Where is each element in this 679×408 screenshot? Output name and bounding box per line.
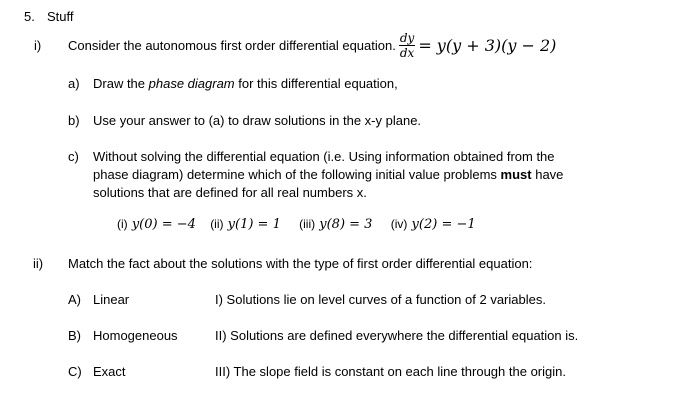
differential-equation-line: [68, 28, 556, 62]
item-c-line-1: Without solving the differential equation (i.e. Using information obtained from the: [93, 149, 555, 164]
ivp-item: (ii) y(1) = 1: [210, 217, 281, 232]
type-exact: Exact: [93, 364, 126, 379]
ivp-item: (iv) y(2) = −1: [390, 217, 476, 232]
derivative-fraction: [399, 32, 415, 59]
item-a-pre: Draw the: [93, 76, 149, 91]
part-i-label: i): [34, 38, 42, 53]
problem-number: 5.: [24, 9, 35, 24]
part-i-intro: Consider the autonomous first order differential equation.: [68, 37, 396, 53]
fact-i: I) Solutions lie on level curves of a function of 2 variables.: [215, 292, 546, 307]
type-linear: Linear: [93, 292, 130, 307]
ivp-item: (i) y(0) = −4: [117, 217, 196, 232]
equation-rhs: = y(y + 3)(y − 2): [418, 35, 557, 55]
item-c-label: c): [68, 149, 79, 164]
item-a-post: for this differential equation,: [234, 76, 398, 91]
item-c-line-2: [93, 167, 563, 182]
type-label: C): [68, 364, 82, 379]
type-label: A): [68, 292, 81, 307]
initial-value-problems: [117, 217, 476, 232]
part-ii-intro: Match the fact about the solutions with the type of first order differential equation:: [68, 256, 533, 271]
item-b-text: Use your answer to (a) to draw solutions in the x-y plane.: [93, 113, 422, 128]
item-c-line-2-pre: phase diagram) determine which of the following initial value problems: [93, 167, 501, 182]
fraction-numerator: dy: [399, 30, 415, 45]
fact-ii: II) Solutions are defined everywhere the differential equation is.: [215, 328, 579, 343]
item-b-label: b): [68, 113, 80, 128]
item-a-label: a): [68, 76, 80, 91]
part-ii-label: ii): [33, 256, 44, 271]
fact-iii: III) The slope field is constant on each line through the origin.: [215, 364, 566, 379]
type-label: B): [68, 328, 81, 343]
problem-title: Stuff: [47, 9, 74, 24]
item-a-text: [93, 76, 398, 91]
item-a-emphasis: phase diagram: [148, 76, 235, 91]
item-c-line-2-post: have: [531, 167, 564, 182]
ivp-item: (iii) y(8) = 3: [299, 217, 373, 232]
type-homogeneous: Homogeneous: [93, 328, 178, 343]
item-c-line-3: solutions that are defined for all real numbers x.: [93, 185, 367, 200]
fraction-denominator: dx: [399, 45, 415, 60]
item-c-must: must: [500, 167, 532, 182]
